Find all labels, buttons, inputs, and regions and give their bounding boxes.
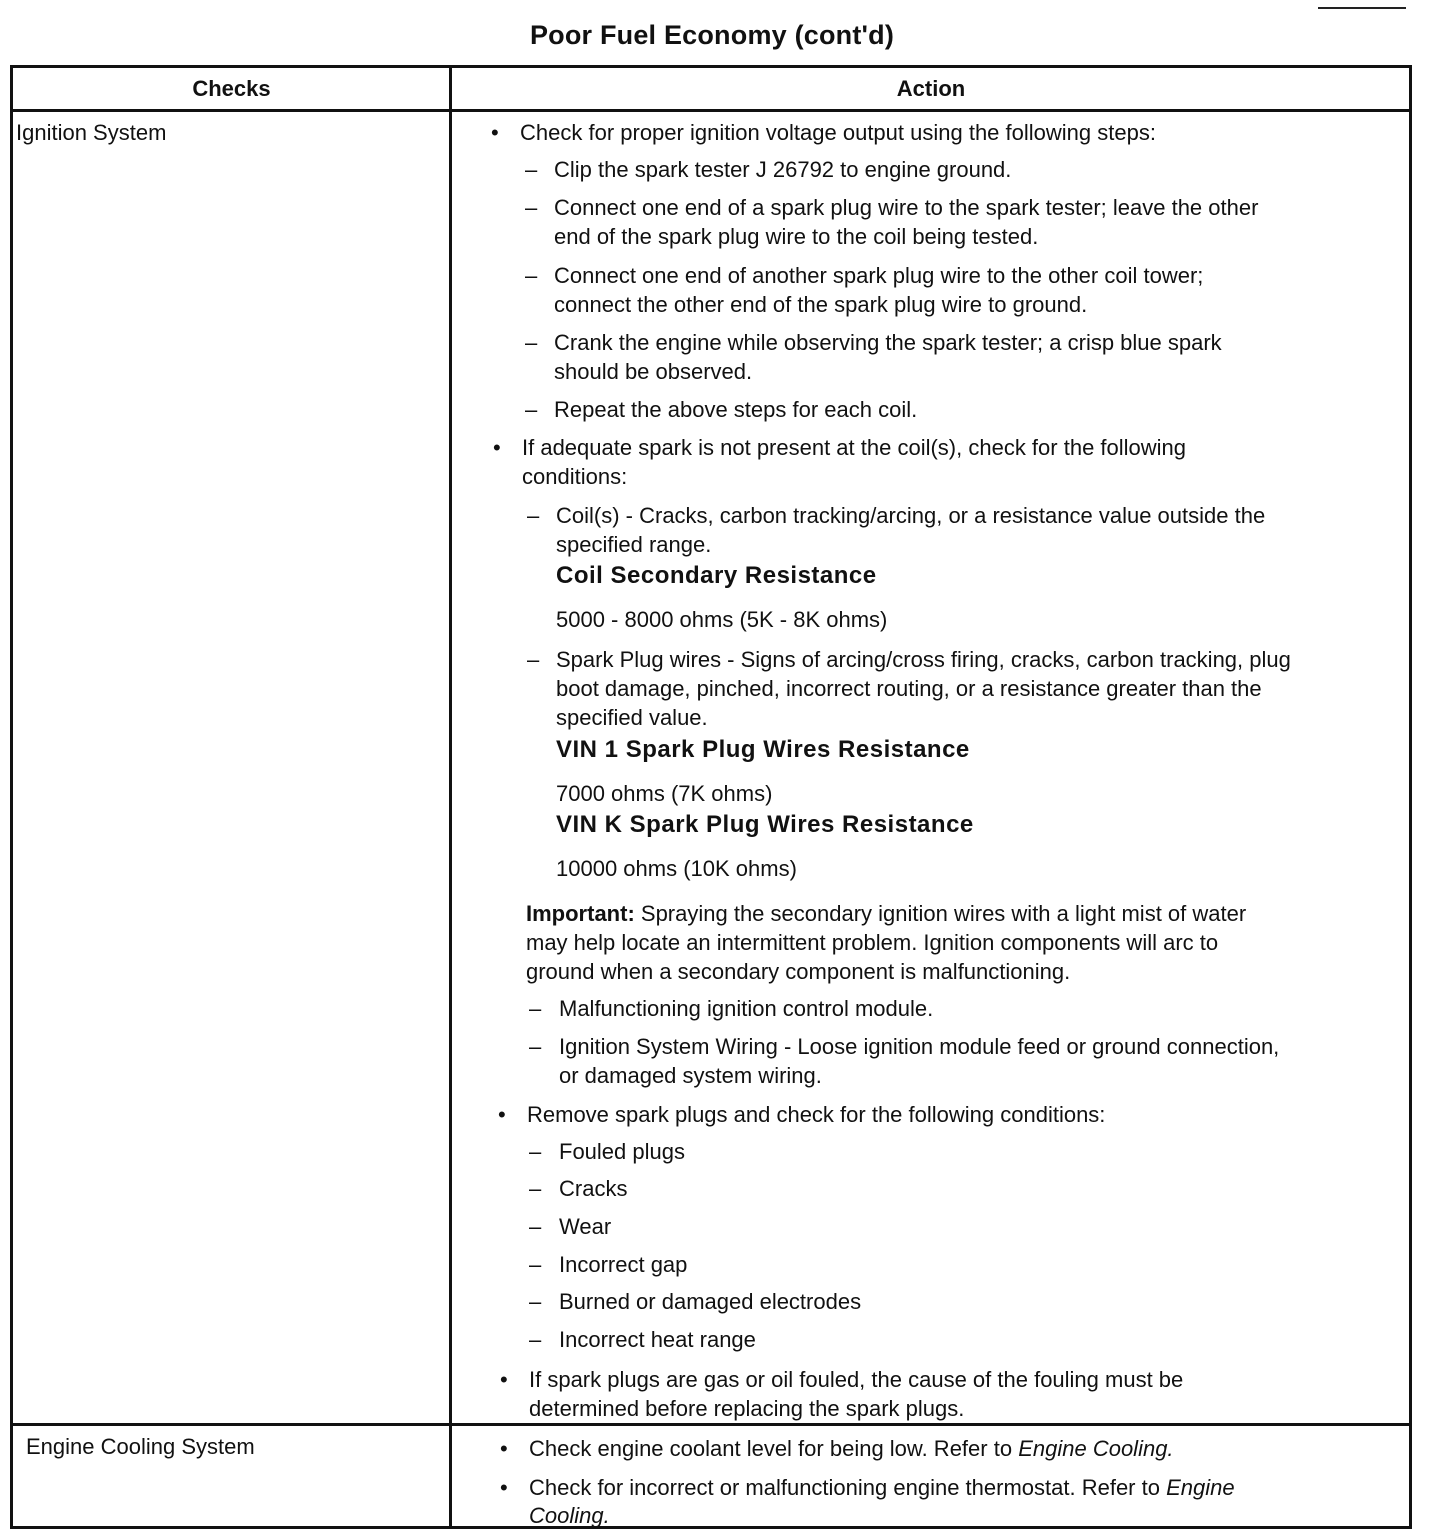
bullet: • [498, 1102, 506, 1127]
important-label: Important: [526, 901, 635, 926]
row-separator [13, 1423, 1409, 1426]
action-text: Crank the engine while observing the spark tester; a crisp blue spark [554, 330, 1222, 355]
spec-value: 5000 - 8000 ohms (5K - 8K ohms) [556, 607, 888, 632]
dash: – [529, 1252, 542, 1277]
header-checks: Checks [192, 76, 271, 101]
dash: – [525, 330, 538, 355]
top-rule [1318, 7, 1406, 9]
spec-title: VIN 1 Spark Plug Wires Resistance [556, 736, 970, 763]
action-text: boot damage, pinched, incorrect routing, or a resistance greater than the [556, 676, 1262, 701]
bullet: • [500, 1475, 508, 1500]
action-text [529, 1434, 1174, 1463]
check-engine-cooling-system: Engine Cooling System [26, 1434, 255, 1459]
action-text: connect the other end of the spark plug wire to ground. [554, 292, 1088, 317]
action-text: Malfunctioning ignition control module. [559, 996, 934, 1021]
dash: – [529, 1289, 542, 1314]
action-text: ground when a secondary component is malfunctioning. [526, 959, 1071, 984]
header-action: Action [896, 76, 966, 101]
dash: – [529, 1139, 542, 1164]
bullet: • [500, 1367, 508, 1392]
dash: – [527, 647, 540, 672]
engine-cooling-ref-1: Engine Cooling. [1018, 1436, 1174, 1461]
action-text: conditions: [522, 464, 628, 489]
action-text: Connect one end of a spark plug wire to the spark tester; leave the other [554, 195, 1259, 220]
action-text: Clip the spark tester J 26792 to engine ground. [554, 157, 1012, 182]
dash: – [529, 1176, 542, 1201]
dash: – [527, 503, 540, 528]
dash: – [529, 1327, 542, 1352]
dash: – [529, 996, 542, 1021]
cooling-action-1: Check engine coolant level for being low. Refer to [529, 1436, 1013, 1461]
dash: – [525, 263, 538, 288]
action-text: may help locate an intermittent problem. Ignition components will arc to [526, 930, 1219, 955]
bullet: • [493, 435, 501, 460]
action-text [529, 1473, 1235, 1502]
condition-item: Fouled plugs [559, 1139, 685, 1164]
action-text: Repeat the above steps for each coil. [554, 397, 918, 422]
dash: – [525, 157, 538, 182]
dash: – [529, 1214, 542, 1239]
action-text: Remove spark plugs and check for the following conditions: [527, 1102, 1106, 1127]
bullet: • [500, 1436, 508, 1461]
action-text: specified value. [556, 705, 708, 730]
action-text: If spark plugs are gas or oil fouled, the cause of the fouling must be [529, 1367, 1184, 1392]
table-header [13, 68, 1409, 112]
condition-item: Burned or damaged electrodes [559, 1289, 862, 1314]
bullet: • [491, 120, 499, 145]
engine-cooling-ref-2b: Cooling. [529, 1503, 610, 1528]
important-note [526, 899, 1246, 928]
page-title: Poor Fuel Economy (cont'd) [529, 20, 895, 50]
condition-item: Cracks [559, 1176, 628, 1201]
spec-title: Coil Secondary Resistance [556, 562, 877, 589]
action-text: or damaged system wiring. [559, 1063, 822, 1088]
action-text: If adequate spark is not present at the coil(s), check for the following [522, 435, 1187, 460]
action-text: Check for proper ignition voltage output using the following steps: [520, 120, 1156, 145]
column-divider [449, 68, 452, 1526]
condition-item: Incorrect gap [559, 1252, 688, 1277]
engine-cooling-ref-2: Engine [1166, 1475, 1235, 1500]
action-text: specified range. [556, 532, 712, 557]
condition-item: Wear [559, 1214, 612, 1239]
action-text: determined before replacing the spark plugs. [529, 1396, 965, 1421]
cooling-action-2: Check for incorrect or malfunctioning engine thermostat. Refer to [529, 1475, 1160, 1500]
action-text: end of the spark plug wire to the coil being tested. [554, 224, 1039, 249]
action-text: Ignition System Wiring - Loose ignition module feed or ground connection, [559, 1034, 1280, 1059]
spec-value: 7000 ohms (7K ohms) [556, 781, 773, 806]
dash: – [525, 195, 538, 220]
important-text: Spraying the secondary ignition wires with a light mist of water [640, 901, 1247, 926]
action-text: should be observed. [554, 359, 753, 384]
spec-value: 10000 ohms (10K ohms) [556, 856, 797, 881]
action-text: Coil(s) - Cracks, carbon tracking/arcing, or a resistance value outside the [556, 503, 1266, 528]
dash: – [525, 397, 538, 422]
dash: – [529, 1034, 542, 1059]
action-text: Spark Plug wires - Signs of arcing/cross firing, cracks, carbon tracking, plug [556, 647, 1291, 672]
check-ignition-system: Ignition System [16, 120, 167, 145]
diagnosis-table [10, 65, 1412, 1529]
action-text [529, 1501, 610, 1530]
condition-item: Incorrect heat range [559, 1327, 756, 1352]
spec-title: VIN K Spark Plug Wires Resistance [556, 811, 974, 838]
action-text: Connect one end of another spark plug wire to the other coil tower; [554, 263, 1204, 288]
